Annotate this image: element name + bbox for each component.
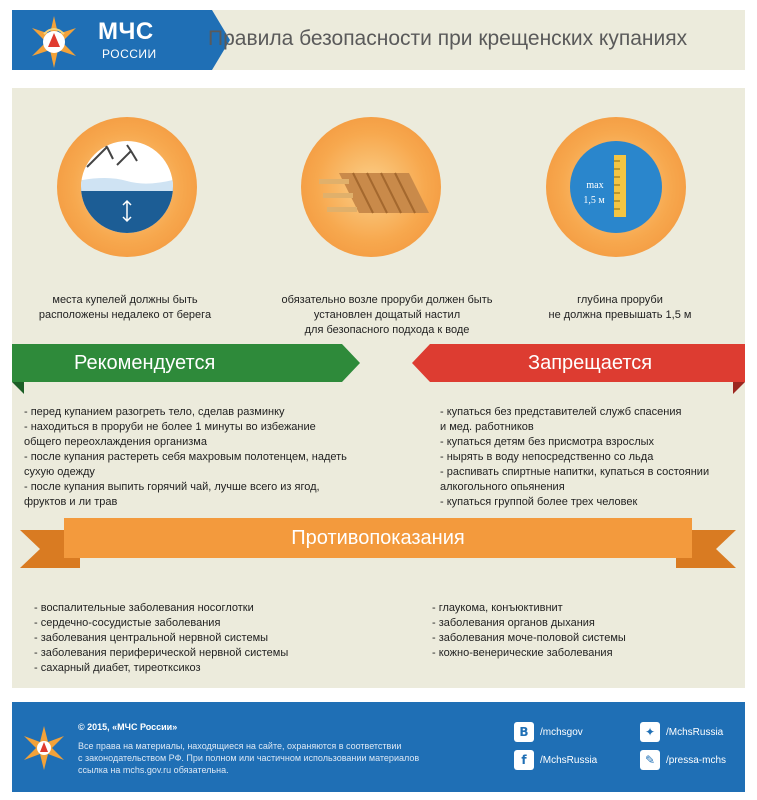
mchs-emblem-icon: [26, 14, 82, 70]
social-label: /mchsgov: [540, 726, 583, 738]
list-item: - после купания выпить горячий чай, лучше всего из ягод,: [24, 481, 320, 493]
legal-line: Все права на материалы, находящиеся на сайте, охраняются в соответствии: [78, 741, 402, 751]
list-item: - заболевания органов дыхания: [432, 617, 595, 629]
brand-subtitle: РОССИИ: [102, 47, 157, 61]
caption-shore: [30, 293, 220, 323]
social-link-vk[interactable]: [514, 722, 583, 742]
list-item: - заболевания периферической нервной системы: [34, 647, 289, 659]
caption-line: обязательно возле проруби должен быть: [281, 294, 493, 306]
list-item: - глаукома, конъюктивнит: [432, 602, 563, 614]
caption-line: места купелей должны быть: [52, 294, 198, 306]
ribbon-fold: [12, 382, 24, 394]
logo-block[interactable]: [12, 10, 212, 70]
list-item: - купаться детям без присмотра взрослых: [440, 436, 655, 448]
list-item: - сахарный диабет, тиреотксикоз: [34, 662, 201, 674]
list-item: - находиться в проруби не более 1 минуты во избежание: [24, 421, 316, 433]
forbidden-title: Запрещается: [528, 352, 653, 374]
copyright: © 2015, «МЧС России»: [78, 722, 178, 732]
legal-line: ссылка на mchs.gov.ru обязательна.: [78, 765, 229, 775]
list-item: - сердечно-сосудистые заболевания: [34, 617, 221, 629]
depth-value-label: 1,5 м: [583, 195, 605, 206]
list-item: - заболевания моче-половой системы: [432, 632, 626, 644]
list-item: - распивать спиртные напитки, купаться в состоянии: [440, 466, 710, 478]
list-item: - нырять в воду непосредственно со льда: [440, 451, 654, 463]
header: [12, 10, 745, 70]
list-item: алкогольного опьянения: [440, 481, 565, 493]
depth-illustration: [546, 117, 686, 257]
planks-illustration: [301, 117, 441, 257]
list-item: и мед. работников: [440, 421, 534, 433]
footer: [12, 702, 745, 792]
contraindications-list-right: [432, 601, 732, 661]
brand-title: МЧС: [98, 18, 154, 45]
page-title: Правила безопасности при крещенских купаниях: [208, 27, 688, 50]
caption-depth: [520, 293, 720, 323]
social-link-facebook[interactable]: [514, 750, 597, 770]
list-item: - купаться группой более трех человек: [440, 496, 638, 508]
recommended-list: [24, 405, 404, 510]
list-item: общего переохлаждения организма: [24, 436, 207, 448]
list-item: - после купания растереть себя махровым полотенцем, надеть: [24, 451, 347, 463]
depth-ruler-icon: [546, 117, 686, 257]
list-item: - воспалительные заболевания носоглотки: [34, 602, 254, 614]
ice-hole-icon: [57, 117, 197, 257]
planks-icon: [301, 117, 441, 257]
legal-text: [78, 740, 438, 776]
vk-icon: B: [514, 722, 534, 742]
pressa-icon: ✎: [640, 750, 660, 770]
contraindications-ribbon: [64, 518, 692, 558]
list-item: - заболевания центральной нервной системы: [34, 632, 269, 644]
recommended-ribbon: [12, 344, 342, 382]
caption-line: не должна превышать 1,5 м: [548, 309, 692, 321]
social-label: /pressa-mchs: [666, 754, 727, 766]
contraindications-list-left: [34, 601, 374, 676]
list-item: фруктов и ли трав: [24, 496, 118, 508]
caption-line: для безопасного подхода к воде: [304, 324, 470, 336]
caption-line: установлен дощатый настил: [313, 309, 461, 321]
caption-line: расположены недалеко от берега: [38, 309, 212, 321]
caption-planks: [262, 293, 512, 338]
shore-illustration: [57, 117, 197, 257]
caption-line: глубина проруби: [577, 294, 663, 306]
social-label: /MchsRussia: [666, 726, 724, 738]
forbidden-list: [440, 405, 745, 510]
social-label: /MchsRussia: [540, 754, 598, 766]
list-item: - перед купанием разогреть тело, сделав разминку: [24, 406, 285, 418]
twitter-icon: ✦: [640, 722, 660, 742]
social-link-twitter[interactable]: [640, 722, 723, 742]
contraindications-title: Противопоказания: [291, 527, 465, 549]
facebook-icon: f: [514, 750, 534, 770]
social-link-pressa[interactable]: [640, 750, 726, 770]
list-item: сухую одежду: [24, 466, 95, 478]
legal-line: с законодательством РФ. При полном или частичном использовании материалов: [78, 753, 420, 763]
list-item: - кожно-венерические заболевания: [432, 647, 613, 659]
list-item: - купаться без представителей служб спасения: [440, 406, 682, 418]
forbidden-ribbon: [430, 344, 745, 382]
ribbon-fold: [733, 382, 745, 394]
recommended-title: Рекомендуется: [74, 352, 216, 374]
depth-max-label: max: [586, 180, 604, 191]
mchs-star-icon: [20, 724, 68, 772]
